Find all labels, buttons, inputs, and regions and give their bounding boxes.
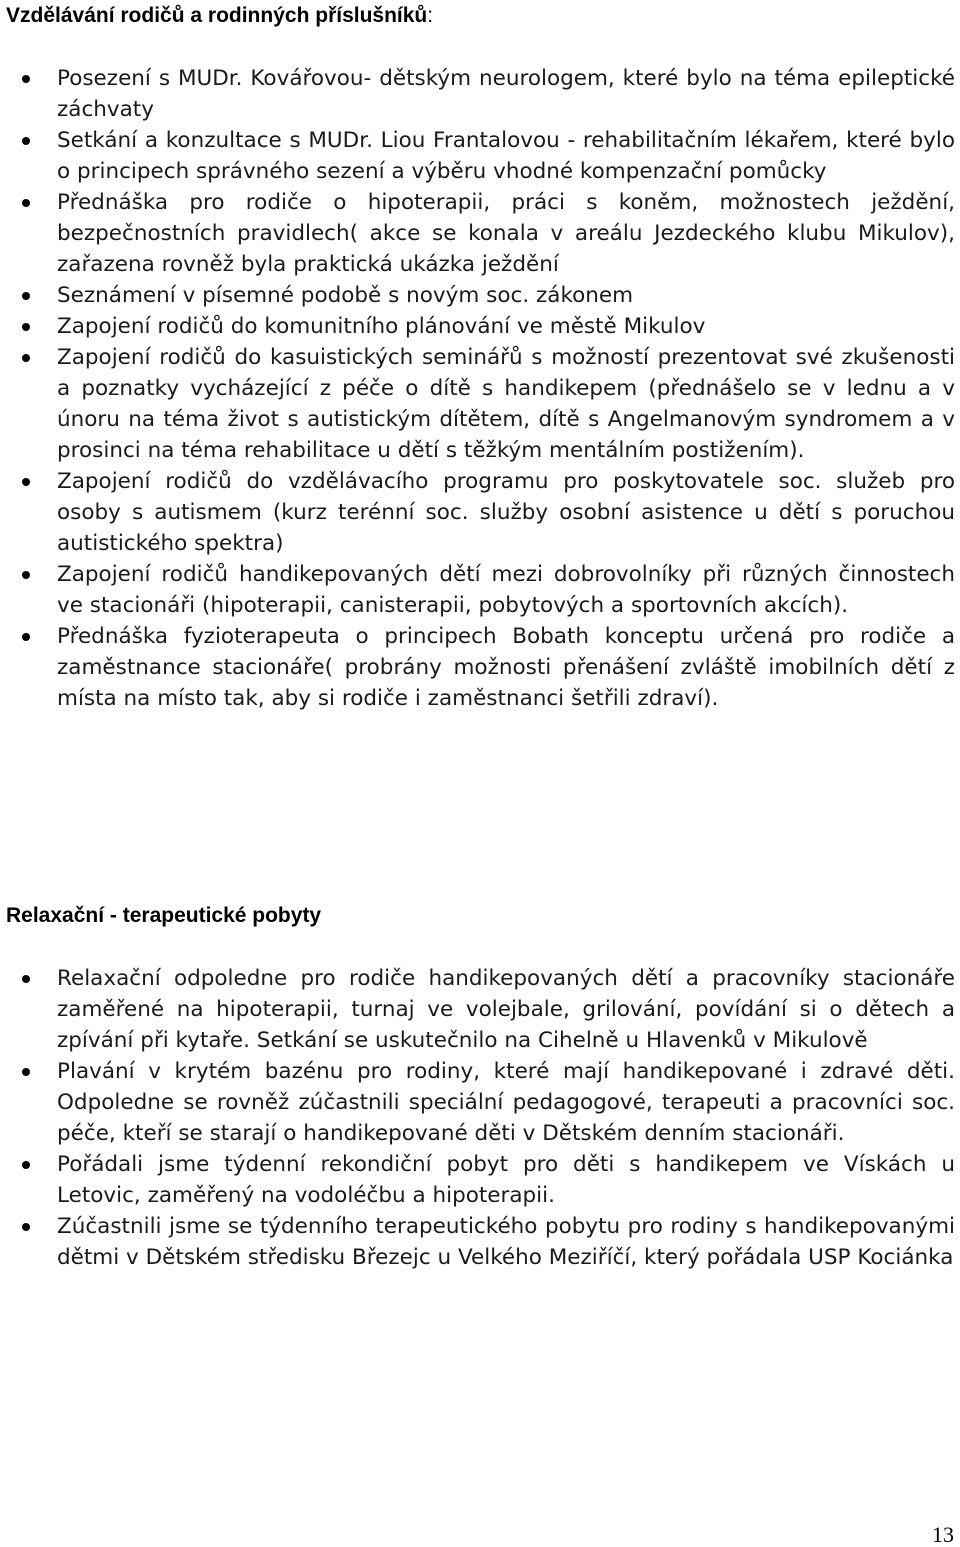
education-bullet-list — [0, 63, 960, 714]
list-item — [0, 280, 960, 311]
relaxation-bullet-list — [0, 963, 960, 1273]
list-item-text: Zapojení rodičů do komunitního plánování ve městě Mikulov — [57, 314, 706, 339]
bullet-icon — [22, 75, 30, 83]
section-heading-education — [6, 4, 433, 28]
list-item — [0, 466, 960, 559]
section-heading-colon: : — [427, 4, 434, 27]
list-item-text: Přednáška fyzioterapeuta o principech Bobath konceptu určená pro rodiče a zaměstnance stacionáře( probrány možnosti přenášení zvláště imobilních dětí z místa na místo tak, aby si rodiče i zaměstnanci šetřili zdraví). — [57, 624, 955, 711]
list-item-text: Pořádali jsme týdenní rekondiční pobyt pro děti s handikepem ve Vískách u Letovic, zaměřený na vodoléčbu a hipoterapii. — [57, 1152, 955, 1208]
section-heading-education-text: Vzdělávání rodičů a rodinných příslušníků — [6, 4, 428, 27]
list-item-text: Zúčastnili jsme se týdenního terapeutického pobytu pro rodiny s handikepovanými dětmi v Dětském středisku Březejc u Velkého Meziříčí, který pořádala USP Kociánka — [57, 1214, 955, 1270]
list-item — [0, 187, 960, 280]
bullet-icon — [22, 323, 30, 331]
bullet-icon — [22, 571, 30, 579]
list-item — [0, 125, 960, 187]
list-item-text: Relaxační odpoledne pro rodiče handikepovaných dětí a pracovníky stacionáře zaměřené na hipoterapii, turnaj ve volejbale, grilování, povídání si o dětech a zpívání při kytaře. Setkání se uskutečnilo na Cihelně u Hlavenků v Mikulově — [57, 966, 955, 1053]
list-item — [0, 1211, 960, 1273]
bullet-icon — [22, 1068, 30, 1076]
bullet-icon — [22, 137, 30, 145]
list-item — [0, 963, 960, 1056]
list-item-text: Setkání a konzultace s MUDr. Liou Frantalovou - rehabilitačním lékařem, které bylo o principech správného sezení a výběru vhodné kompenzační pomůcky — [57, 128, 955, 184]
list-item — [0, 559, 960, 621]
list-item — [0, 311, 960, 342]
list-item-text: Přednáška pro rodiče o hipoterapii, práci s koněm, možnostech ježdění, bezpečnostních pravidlech( akce se konala v areálu Jezdeckého klubu Mikulov), zařazena rovněž byla praktická ukázka ježdění — [57, 190, 955, 277]
bullet-icon — [22, 1223, 30, 1231]
list-item-text: Zapojení rodičů do kasuistických seminářů s možností prezentovat své zkušenosti a poznatky vycházející z péče o dítě s handikepem (přednášelo se v lednu a v únoru na téma život s autistickým dítětem, dítě s Angelmanovým syndromem a v prosinci na téma rehabilitace u dětí s těžkým mentálním postižením). — [57, 345, 955, 463]
bullet-icon — [22, 478, 30, 486]
list-item — [0, 342, 960, 466]
bullet-icon — [22, 1161, 30, 1169]
list-item — [0, 621, 960, 714]
list-item-text: Zapojení rodičů handikepovaných dětí mezi dobrovolníky při různých činnostech ve stacionáři (hipoterapii, canisterapii, pobytových a sportovních akcích). — [57, 562, 955, 618]
bullet-icon — [22, 292, 30, 300]
list-item — [0, 63, 960, 125]
bullet-icon — [22, 354, 30, 362]
list-item — [0, 1149, 960, 1211]
bullet-icon — [22, 199, 30, 207]
page-number: 13 — [932, 1522, 954, 1547]
list-item — [0, 1056, 960, 1149]
section-heading-relaxation — [6, 904, 321, 928]
list-item-text: Posezení s MUDr. Kovářovou- dětským neurologem, které bylo na téma epileptické záchvaty — [57, 66, 955, 122]
list-item-text: Zapojení rodičů do vzdělávacího programu pro poskytovatele soc. služeb pro osoby s autismem (kurz terénní soc. služby osobní asistence u dětí s poruchou autistického spektra) — [57, 469, 955, 556]
bullet-icon — [22, 975, 30, 983]
bullet-icon — [22, 633, 30, 641]
section-heading-relaxation-text: Relaxační - terapeutické pobyty — [6, 904, 322, 927]
list-item-text: Seznámení v písemné podobě s novým soc. zákonem — [57, 283, 634, 308]
list-item-text: Plavání v krytém bazénu pro rodiny, které mají handikepované i zdravé děti. Odpoledne se rovněž zúčastnili speciální pedagogové, terapeuti a pracovníci soc. péče, kteří se starají o handikepované děti v Dětském denním stacionáři. — [57, 1059, 955, 1146]
